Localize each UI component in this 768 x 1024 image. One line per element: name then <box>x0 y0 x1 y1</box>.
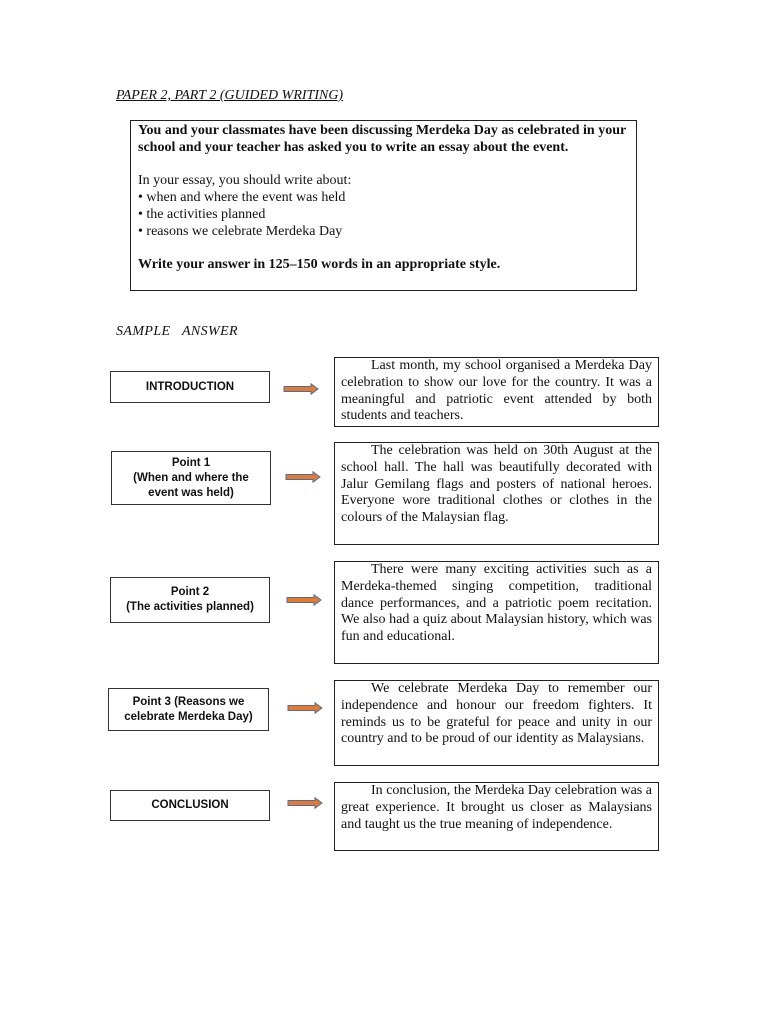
task-instruction: In your essay, you should write about: <box>138 173 352 189</box>
task-spacer <box>138 241 629 258</box>
page-title: PAPER 2, PART 2 (GUIDED WRITING) <box>116 88 344 103</box>
label-point-2 <box>110 577 270 623</box>
right-arrow-icon <box>285 471 321 483</box>
answer-introduction: Last month, my school organised a Merdeka Day celebration to show our love for the country. It was a meaningful and patriotic event attended by both students and teachers. <box>334 357 659 427</box>
label-line: CONCLUSION <box>151 799 229 811</box>
label-line: event was held) <box>148 486 234 499</box>
label-conclusion <box>110 790 270 821</box>
task-spacer <box>138 157 629 174</box>
right-arrow-icon <box>287 702 323 714</box>
label-point-3 <box>108 688 269 731</box>
answer-point-1: The celebration was held on 30th August at the school hall. The hall was beautifully decorated with Jalur Gemilang flags and posters of national heroes. Everyone wore traditional clothes or clothes in the colours of the Malaysian flag. <box>334 442 659 545</box>
right-arrow-icon <box>283 383 319 395</box>
task-bullet: • when and where the event was held <box>138 190 346 206</box>
right-arrow-icon <box>286 594 322 606</box>
label-introduction <box>110 371 270 403</box>
task-bullet: • reasons we celebrate Merdeka Day <box>138 223 343 239</box>
answer-point-2: There were many exciting activities such as a Merdeka-themed singing competition, traditional dance performances, and a patriotic poem recitation. We also had a quiz about Malaysian history, which was fun and educational. <box>334 561 659 664</box>
task-box <box>130 120 637 291</box>
answer-conclusion: In conclusion, the Merdeka Day celebration was a great experience. It brought us closer as Malaysians and taught us the true meaning of independence. <box>334 782 659 851</box>
right-arrow-icon <box>287 797 323 809</box>
task-word-limit: Write your answer in 125–150 words in an appropriate style. <box>138 257 501 273</box>
label-line: (When and where the <box>133 471 249 484</box>
task-intro: You and your classmates have been discussing Merdeka Day as celebrated in your school and your teacher has asked you to write an essay about the event. <box>138 123 626 155</box>
label-line: Point 2 <box>170 586 210 598</box>
label-line: (The activities planned) <box>126 601 254 613</box>
label-line: Point 3 (Reasons we <box>132 695 245 708</box>
label-line: celebrate Merdeka Day) <box>124 710 253 723</box>
label-line: INTRODUCTION <box>145 380 235 393</box>
label-point-1 <box>111 451 271 505</box>
sample-answer-heading: SAMPLE ANSWER <box>116 324 239 339</box>
task-bullet: • the activities planned <box>138 206 266 222</box>
answer-point-3: We celebrate Merdeka Day to remember our independence and honour our freedom fighters. It reminds us to be grateful for peace and unity in our country and to be proud of our identity as Malaysians. <box>334 680 659 766</box>
label-line: Point 1 <box>171 456 211 469</box>
